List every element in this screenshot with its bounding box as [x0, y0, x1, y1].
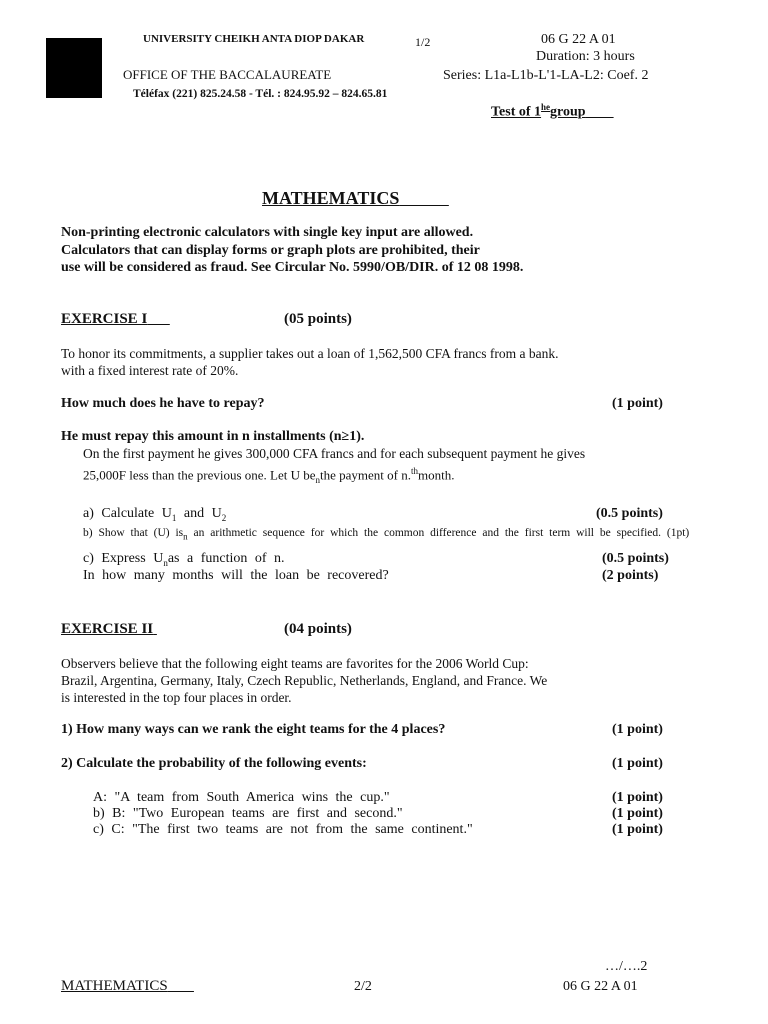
series: Series: L1a-L1b-L'1-LA-L2: Coef. 2 [443, 68, 649, 83]
q2-text2-c: month. [418, 467, 455, 483]
intro-line: To honor its commitments, a supplier takes out a loan of 1,562,500 CFA francs from a bank. [61, 346, 559, 361]
duration: Duration: 3 hours [536, 49, 635, 64]
instruction-line: Calculators that can display forms or graph plots are prohibited, their [61, 242, 480, 258]
exam-code: 06 G 22 A 01 [541, 32, 616, 47]
intro-line: with a fixed interest rate of 20%. [61, 363, 239, 378]
exercise1-q2-text1: On the first payment he gives 300,000 CFA francs and for each subsequent payment he gives [83, 446, 586, 461]
exercise2-q1: 1) How many ways can we rank the eight teams for the 4 places? [61, 722, 446, 737]
exercise1-q1: How much does he have to repay? [61, 396, 265, 411]
q2-text2-a: 25,000F less than the previous one. Let U be [83, 467, 316, 483]
exercise1-part-d-points: (2 points) [602, 568, 659, 583]
exercise2-q2: 2) Calculate the probability of the following events: [61, 756, 367, 771]
exercise2-q1-points: (1 point) [612, 722, 663, 737]
contact-line: Téléfax (221) 825.24.58 - Tél. : 824.95.92 – 824.65.81 [133, 88, 388, 100]
exercise2-intro [61, 655, 547, 706]
university-name: UNIVERSITY CHEIKH ANTA DIOP DAKAR [143, 33, 365, 45]
exercise1-points: (05 points) [284, 311, 352, 327]
footer-page: 2/2 [354, 979, 372, 994]
exercise2-q2-points: (1 point) [612, 756, 663, 771]
q2-text2-b: the payment of n. [320, 467, 411, 483]
exercise1-intro [61, 345, 558, 379]
exercise1-part-a-points: (0.5 points) [596, 506, 663, 521]
event-a: A: "A team from South America wins the cup." [93, 790, 390, 805]
event-b-points: (1 point) [612, 806, 663, 821]
exercise1-q2-text2 [83, 466, 455, 485]
intro-line: is interested in the top four places in order. [61, 690, 292, 705]
exercise1-heading: EXERCISE I [61, 311, 148, 327]
exercise1-q2: He must repay this amount in n installments (n≥1). [61, 429, 365, 444]
instruction-line: Non-printing electronic calculators with single key input are allowed. [61, 225, 474, 240]
event-a-points: (1 point) [612, 790, 663, 805]
event-c-points: (1 point) [612, 822, 663, 837]
exercise1-part-a: a) Calculate $U_1$ and $U_2$ [83, 506, 227, 523]
intro-line: Observers believe that the following eight teams are favorites for the 2006 World Cup: [61, 656, 529, 671]
event-c: c) C: "The first two teams are not from the same continent." [93, 822, 473, 837]
office-logo [46, 38, 102, 98]
page-title [262, 188, 449, 209]
test-group [491, 102, 614, 121]
event-b: b) B: "Two European teams are first and second." [93, 806, 403, 821]
exercise2-points: (04 points) [284, 621, 352, 637]
test-group-sup: he [541, 102, 551, 112]
exercise1-part-c: c) Express $U_nas$ a function of n. [83, 551, 285, 568]
office-name: OFFICE OF THE BACCALAUREATE [123, 67, 332, 82]
test-group-prefix: Test of 1 [491, 104, 542, 120]
exercise1-part-d: In how many months will the loan be recovered? [83, 568, 389, 583]
exercise1-part-b: b) Show that (U) $is_n$ an arithmetic sequence for which the common difference and the first term will be specified. (1pt) [83, 527, 690, 542]
footer-code: 06 G 22 A 01 [563, 979, 638, 994]
page-title-text: MATHEMATICS [262, 188, 400, 208]
exercise1-part-c-points: (0.5 points) [602, 551, 669, 566]
exercise1-q1-points: (1 point) [612, 396, 663, 411]
continue-marker: …/….2 [605, 959, 648, 974]
q2-text2-sup: th [411, 466, 419, 476]
q2-text2-sub: n [315, 474, 321, 485]
test-group-suffix: group [550, 104, 586, 120]
instruction-line: use will be considered as fraud. See Circular No. 5990/OB/DIR. of 12 08 1998. [61, 260, 524, 275]
page-number: 1/2 [415, 35, 431, 49]
instructions [61, 224, 523, 277]
intro-line: Brazil, Argentina, Germany, Italy, Czech Republic, Netherlands, England, and France. We [61, 673, 548, 688]
exercise2-heading: EXERCISE II [61, 621, 154, 637]
footer-subject: MATHEMATICS [61, 978, 168, 994]
